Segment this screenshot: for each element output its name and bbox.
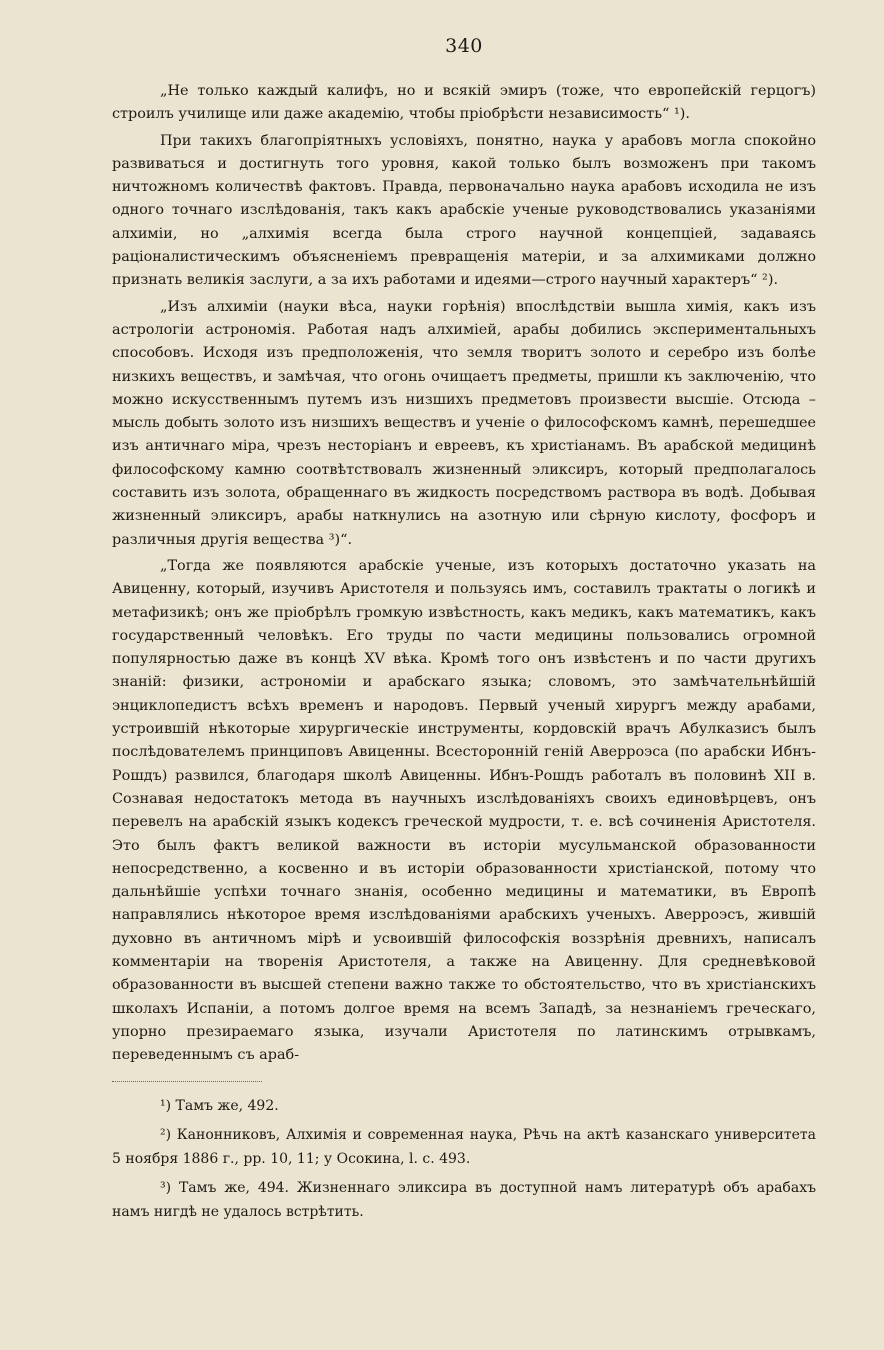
main-text	[112, 80, 816, 1067]
footnote-2: ²) Канонниковъ, Алхимія и современная наука, Рѣчь на актѣ казанскаго университета 5 ноября 1886 г., pp. 10, 11; у Осокина, l. с. 493.	[112, 1127, 816, 1168]
footnote-3: ³) Тамъ же, 494. Жизненнаго эликсира въ доступной намъ литературѣ объ арабахъ намъ нигдѣ не удалось встрѣтить.	[112, 1180, 816, 1221]
paragraph-1: „Не только каждый калифъ, но и всякій эмиръ (тоже, что европейскій герцогъ) строилъ училище или даже академію, чтобы пріобрѣсти независимость“ ¹).	[112, 83, 816, 123]
footnote-1: ¹) Тамъ же, 492.	[160, 1098, 279, 1115]
paragraph-3: „Изъ алхиміи (науки вѣса, науки горѣнія) впослѣдствіи вышла химія, какъ изъ астрологіи астрономія. Работая надъ алхиміей, арабы добились экспериментальныхъ способовъ. Исходя изъ предположенія, что земля творитъ золото и серебро изъ болѣе низкихъ веществъ, и замѣчая, что огонь очищаетъ предметы, пришли къ заключенію, что можно искусственнымъ путемъ изъ низшихъ предметовъ произвести высшіе. Отсюда – мысль добыть золото изъ низшихъ веществъ и ученіе о философскомъ камнѣ, перешедшее изъ античнаго міра, чрезъ несторіанъ и евреевъ, къ христіанамъ. Въ арабской медицинѣ философскому камню соотвѣтствовалъ жизненный эликсиръ, который предполагалось составить изъ золота, обращеннаго въ жидкость посредствомъ раствора въ водѣ. Добывая жизненный эликсиръ, арабы наткнулись на азотную или сѣрную кислоту, фосфоръ и различныя другія вещества ³)“.	[112, 298, 816, 548]
paragraph-2: При такихъ благопріятныхъ условіяхъ, понятно, наука у арабовъ могла спокойно развиваться и достигнуть того уровня, какой только былъ возможенъ при такомъ ничтожномъ количествѣ фактовъ. Правда, первоначально наука арабовъ исходила не изъ одного точнаго изслѣдованія, такъ какъ арабскіе ученые руководствовались указаніями алхиміи, но „алхимія всегда была строго научной концепціей, задаваясь раціоналистическимъ объясненіемъ превращенія матеріи, и за алхимиками должно признать великія заслуги, а за ихъ работами и идеями—строго научный характеръ“ ²).	[112, 132, 816, 289]
paragraph-4: „Тогда же появляются арабскіе ученые, изъ которыхъ достаточно указать на Авиценну, который, изучивъ Аристотеля и пользуясь имъ, составилъ трактаты о логикѣ и метафизикѣ; онъ же пріобрѣлъ громкую извѣстность, какъ медикъ, какъ математикъ, какъ государственный человѣкъ. Его труды по части медицины пользовались огромной популярностью даже въ концѣ XV вѣка. Кромѣ того онъ извѣстенъ и по части другихъ знаній: физики, астрономіи и арабскаго языка; словомъ, это замѣчательнѣйшій энциклопедистъ всѣхъ временъ и народовъ. Первый ученый хирургъ между арабами, устроившій нѣкоторые хирургическіе инструменты, кордовскій врачъ Абулказисъ былъ послѣдователемъ принциповъ Авиценны. Всестороннiй геній Аверроэса (по арабски Ибнъ-Рошдъ) развился, благодаря школѣ Авиценны. Ибнъ-Рошдъ работалъ въ половинѣ XII в. Сознавая недостатокъ метода въ научныхъ изслѣдованіяхъ своихъ единовѣрцевъ, онъ перевелъ на арабскій языкъ кодексъ греческой мудрости, т. е. всѣ сочиненія Аристотеля. Это былъ фактъ великой важности въ исторіи мусульманской образованности непосредственно, а косвенно и въ исторіи образованности христіанской, потому что дальнѣйшіе успѣхи точнаго знанія, особенно медицины и математики, въ Европѣ направлялись нѣкоторое время изслѣдованіями арабскихъ ученыхъ. Аверроэсъ, жившій духовно въ античномъ мірѣ и усвоившій философскія воззрѣнія древнихъ, написалъ комментаріи на творенія Аристотеля, а также на Авиценну. Для средневѣковой образованности въ высшей степени важно также то обстоятельство, что въ христіанскихъ школахъ Испаніи, а потомъ долгое время на всемъ Западѣ, за незнаніемъ греческаго, упорно презираемаго языка, изучали Аристотеля по латинскимъ отрывкамъ, переведеннымъ съ араб-	[112, 557, 816, 1064]
footnotes	[112, 1094, 816, 1224]
footnote-divider	[112, 1081, 262, 1082]
page-number: 340	[445, 35, 483, 57]
